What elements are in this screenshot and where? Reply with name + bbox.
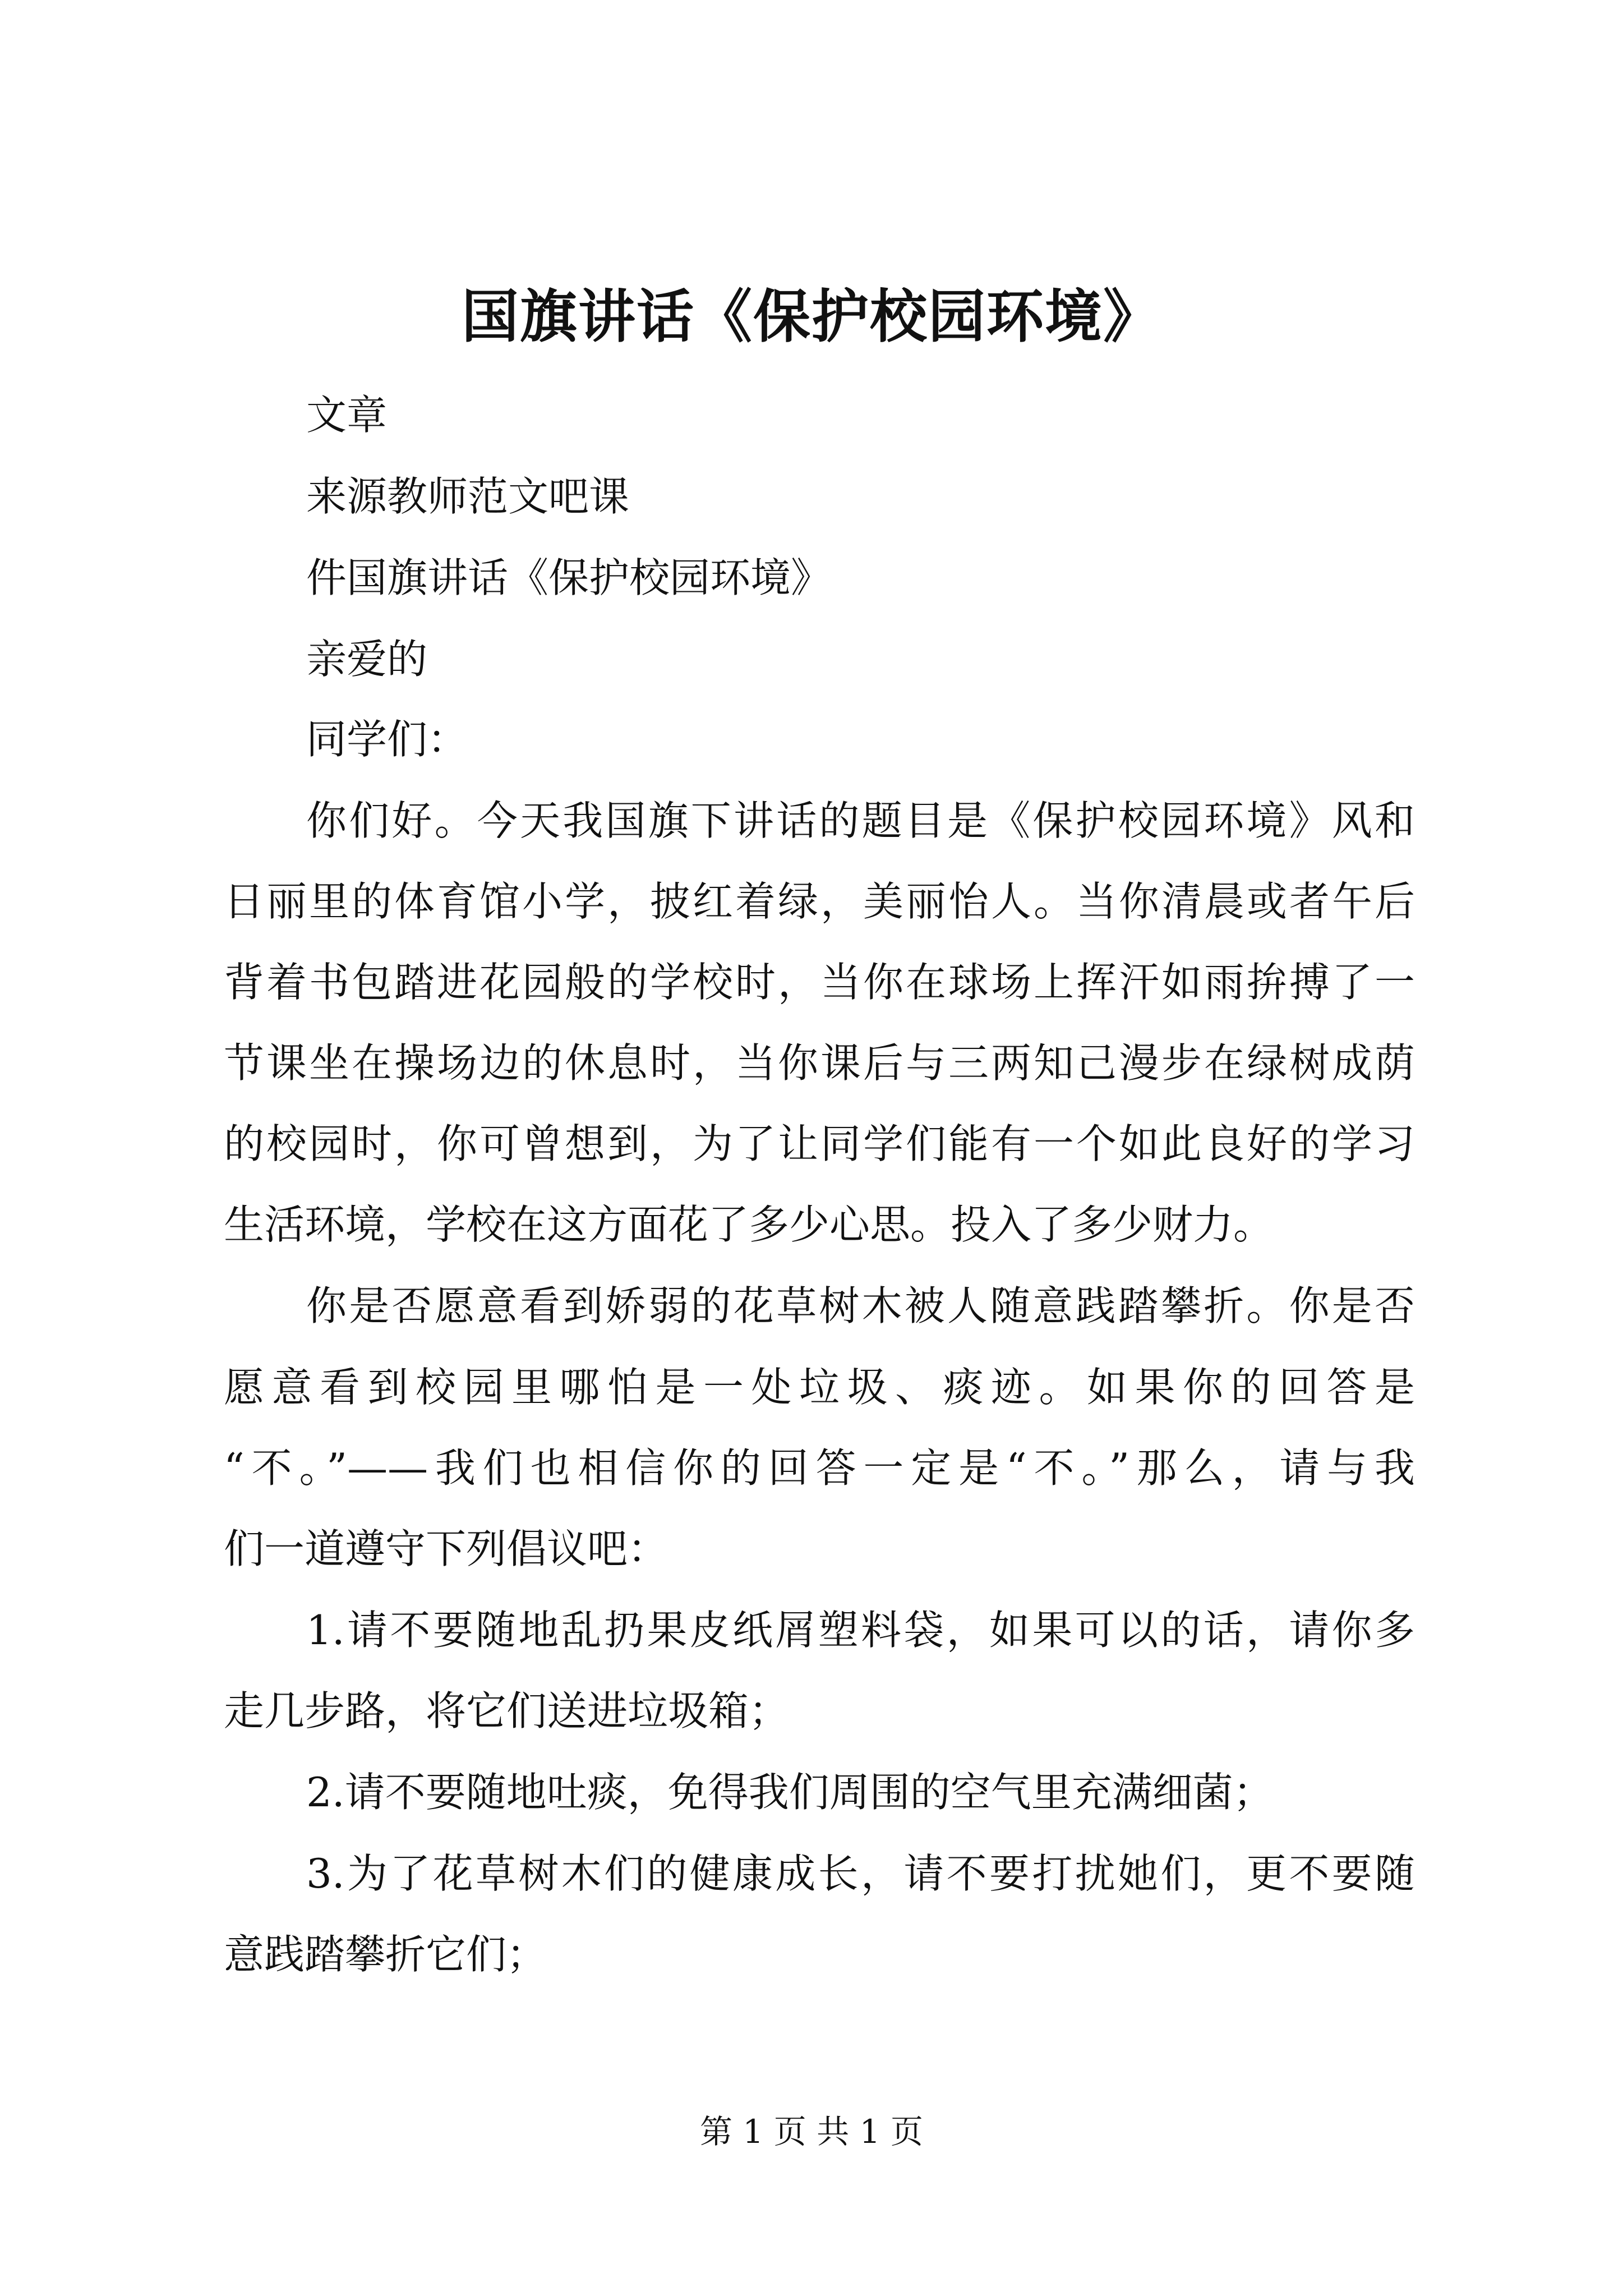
list-item-3-line-2: 意践踏攀折它们； — [224, 1931, 547, 1978]
header-line-4: 亲爱的 — [306, 636, 428, 683]
header-line-1: 文章 — [306, 392, 388, 439]
paragraph-1-line-3: 背着书包踏进花园般的学校时，当你在球场上挥汗如雨拚搏了一 — [224, 959, 1415, 1006]
header-line-3: 件国旗讲话《保护校园环境》 — [306, 554, 832, 601]
paragraph-1-line-2: 日丽里的体育馆小学，披红着绿，美丽怡人。当你清晨或者午后 — [224, 878, 1415, 925]
list-item-1-line-1: 1.请不要随地乱扔果皮纸屑塑料袋，如果可以的话，请你多 — [306, 1607, 1415, 1654]
paragraph-1-line-4: 节课坐在操场边的休息时，当你课后与三两知己漫步在绿树成荫 — [224, 1039, 1415, 1087]
list-item-3-line-1: 3.为了花草树木们的健康成长，请不要打扰她们，更不要随 — [306, 1850, 1415, 1897]
paragraph-2-line-1: 你是否愿意看到娇弱的花草树木被人随意践踏攀折。你是否 — [306, 1282, 1415, 1329]
paragraph-2-line-3: “不。”——我们也相信你的回答一定是“不。”那么，请与我 — [224, 1444, 1415, 1492]
paragraph-2-line-4: 们一道遵守下列倡议吧： — [224, 1525, 668, 1572]
paragraph-1-line-6: 生活环境，学校在这方面花了多少心思。投入了多少财力。 — [224, 1201, 1274, 1248]
paragraph-1-line-5: 的校园时，你可曾想到，为了让同学们能有一个如此良好的学习 — [224, 1120, 1415, 1167]
paragraph-1-line-1: 你们好。今天我国旗下讲话的题目是《保护校园环境》风和 — [306, 797, 1415, 844]
header-line-2: 来源教师范文吧课 — [306, 473, 630, 520]
document-title: 国旗讲话《保护校园环境》 — [462, 283, 1161, 351]
list-item-2: 2.请不要随地吐痰，免得我们周围的空气里充满细菌； — [306, 1769, 1274, 1816]
page-footer: 第 1 页 共 1 页 — [700, 2113, 923, 2151]
list-item-1-line-2: 走几步路，将它们送进垃圾箱； — [224, 1687, 790, 1734]
greeting-line: 同学们： — [306, 716, 468, 763]
paragraph-2-line-2: 愿意看到校园里哪怕是一处垃圾、痰迹。如果你的回答是 — [224, 1364, 1415, 1411]
